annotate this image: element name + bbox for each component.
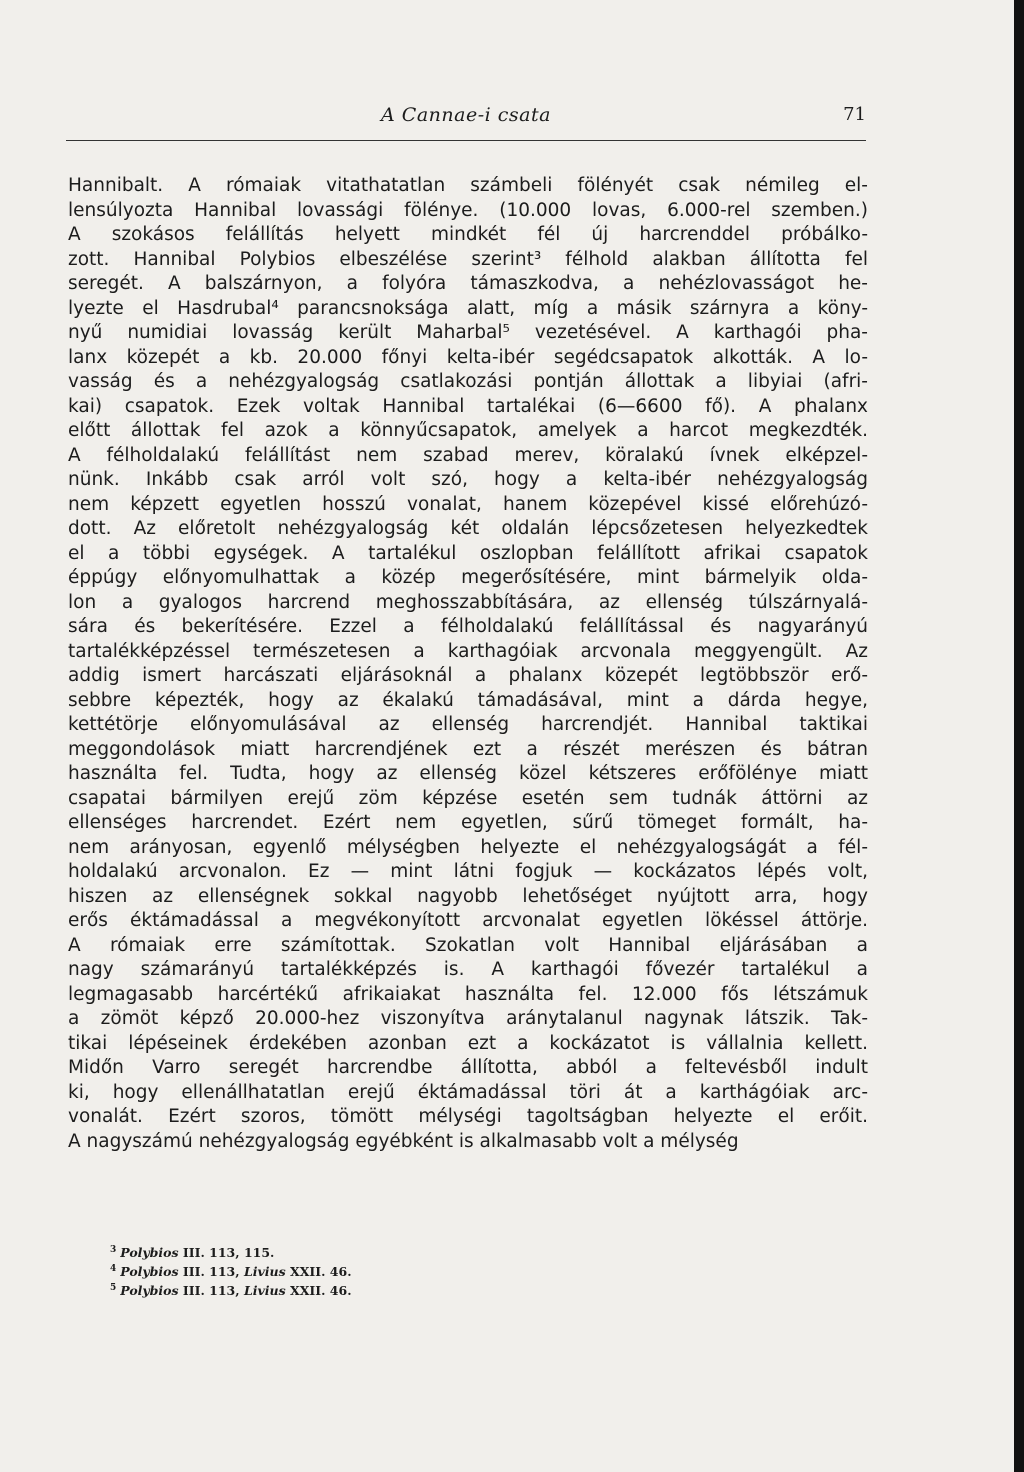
text-line: sebbre képezték, hogy az ékalakú támadásával, mint a dárda hegye, <box>68 689 868 711</box>
text-line: ellenséges harcrendet. Ezért nem egyetlen, sűrű tömeget formált, ha- <box>68 812 868 833</box>
footnote-mark: 3 <box>110 1245 117 1255</box>
footnote-author: Polybios <box>120 1283 179 1299</box>
footnote-author: Livius <box>243 1264 286 1280</box>
text-line: vasság és a nehézgyalogság csatlakozási pontján állottak a libyiai (afri- <box>68 371 868 392</box>
text-line: A szokásos felállítás helyett mindkét fél új harcrenddel próbálko- <box>68 224 868 245</box>
text-line: el a többi egységek. A tartalékul oszlopban felállított afrikai csapatok <box>68 542 868 564</box>
text-line: kettétörje előnyomulásával az ellenség harcrendjét. Hannibal taktikai <box>68 714 868 735</box>
footnote-ref: XXII. 46. <box>290 1264 352 1280</box>
text-line: nyű numidiai lovasság került Maharbal⁵ vezetésével. A karthagói pha- <box>68 322 868 343</box>
text-line: zott. Hannibal Polybios elbeszélése szerint³ félhold alakban állította fel <box>68 248 868 270</box>
text-line: hiszen az ellenségnek sokkal nagyobb lehetőséget nyújtott arra, hogy <box>68 885 868 907</box>
text-line: kai) csapatok. Ezek voltak Hannibal tartalékai (6—6600 fő). A phalanx <box>68 395 868 417</box>
footnote-mark: 4 <box>110 1264 117 1275</box>
running-title: A Cannae-i csata <box>381 104 551 126</box>
text-line: éppúgy előnyomulhattak a közép megerősítésére, mint bármelyik olda- <box>68 567 868 588</box>
running-header <box>66 104 866 134</box>
text-line: holdalakú arcvonalon. Ez — mint látni fogjuk — kockázatos lépés volt, <box>68 861 868 882</box>
footnote-author: Polybios <box>120 1245 179 1261</box>
text-line: seregét. A balszárnyon, a folyóra támaszkodva, a nehézlovasságot he- <box>68 273 868 294</box>
page-number: 71 <box>843 104 866 125</box>
text-line: előtt állottak fel azok a könnyűcsapatok, amelyek a harcot megkezdték. <box>68 420 868 441</box>
text-line: nem arányosan, egyenlő mélységben helyezte el nehézgyalogságát a fél- <box>68 836 868 858</box>
text-line: lanx közepét a kb. 20.000 főnyi kelta-ibér segédcsapatok alkották. A lo- <box>68 346 868 368</box>
text-line: nagy számarányú tartalékképzés is. A karthagói fővezér tartalékul a <box>68 959 868 980</box>
footnote-mark: 5 <box>110 1283 117 1294</box>
footnote <box>110 1280 352 1299</box>
text-line: nem képzett egyetlen hosszú vonalat, hanem közepével kissé előrehúzó- <box>68 493 868 515</box>
page-edge-shadow <box>1014 0 1024 1472</box>
text-line: nünk. Inkább csak arról volt szó, hogy a kelta-ibér nehézgyalogság <box>68 469 868 490</box>
footnote-ref: III. 113, <box>182 1283 240 1299</box>
text-line: erős éktámadással a megvékonyított arcvonalat egyetlen lökéssel áttörje. <box>68 910 868 931</box>
text-line: dott. Az előretolt nehézgyalogság két oldalán lépcsőzetesen helyezkedtek <box>68 518 868 539</box>
text-line: tartalékképzéssel természetesen a karthagóiak arcvonala meggyengült. Az <box>68 640 868 662</box>
text-line: legmagasabb harcértékű afrikaiakat használta fel. 12.000 fős létszámuk <box>68 983 868 1005</box>
text-line: a zömöt képző 20.000-hez viszonyítva aránytalanul nagynak látszik. Tak- <box>68 1008 868 1029</box>
text-line: vonalát. Ezért szoros, tömött mélységi tagoltságban helyezte el erőit. <box>68 1106 868 1127</box>
footnote-author: Livius <box>243 1283 286 1299</box>
text-line: csapatai bármilyen erejű zöm képzése esetén sem tudnák áttörni az <box>68 787 868 809</box>
text-line: lensúlyozta Hannibal lovassági fölénye. (10.000 lovas, 6.000-rel szemben.) <box>68 199 868 221</box>
text-line: addig ismert harcászati eljárásoknál a phalanx közepét legtöbbször erő- <box>68 665 868 686</box>
footnotes <box>110 1242 352 1299</box>
text-line: Midőn Varro seregét harcrendbe állította, abból a feltevésből indult <box>68 1057 868 1078</box>
footnote-author: Polybios <box>120 1264 179 1280</box>
footnote <box>110 1261 352 1280</box>
text-line: használta fel. Tudta, hogy az ellenség közel kétszeres erőfölénye miatt <box>68 763 868 784</box>
text-line: A nagyszámú nehézgyalogság egyébként is alkalmasabb volt a mélység <box>68 1130 739 1152</box>
header-rule <box>66 140 866 141</box>
text-line: A rómaiak erre számítottak. Szokatlan volt Hannibal eljárásában a <box>68 934 868 956</box>
text-line: lon a gyalogos harcrend meghosszabbítására, az ellenség túlszárnyalá- <box>68 591 868 613</box>
text-line: sára és bekerítésére. Ezzel a félholdalakú felállítással és nagyarányú <box>68 616 868 637</box>
footnote-ref: XXII. 46. <box>290 1283 352 1299</box>
footnote-ref: III. 113, <box>182 1264 240 1280</box>
text-line: ki, hogy ellenállhatatlan erejű éktámadással töri át a karthágóiak arc- <box>68 1081 868 1103</box>
text-line: Hannibalt. A rómaiak vitathatatlan számbeli fölényét csak némileg el- <box>68 175 868 196</box>
text-line: lyezte el Hasdrubal⁴ parancsnoksága alatt, míg a másik szárnyra a köny- <box>68 297 868 319</box>
text-line: A félholdalakú felállítást nem szabad merev, köralakú ívnek elképzel- <box>68 444 868 466</box>
footnote-ref: III. 113, 115. <box>182 1245 275 1261</box>
body-text <box>68 174 868 1154</box>
text-line: meggondolások miatt harcrendjének ezt a részét merészen és bátran <box>68 738 868 760</box>
text-line: tikai lépéseinek érdekében azonban ezt a kockázatot is vállalnia kellett. <box>68 1032 868 1054</box>
footnote <box>110 1242 352 1261</box>
